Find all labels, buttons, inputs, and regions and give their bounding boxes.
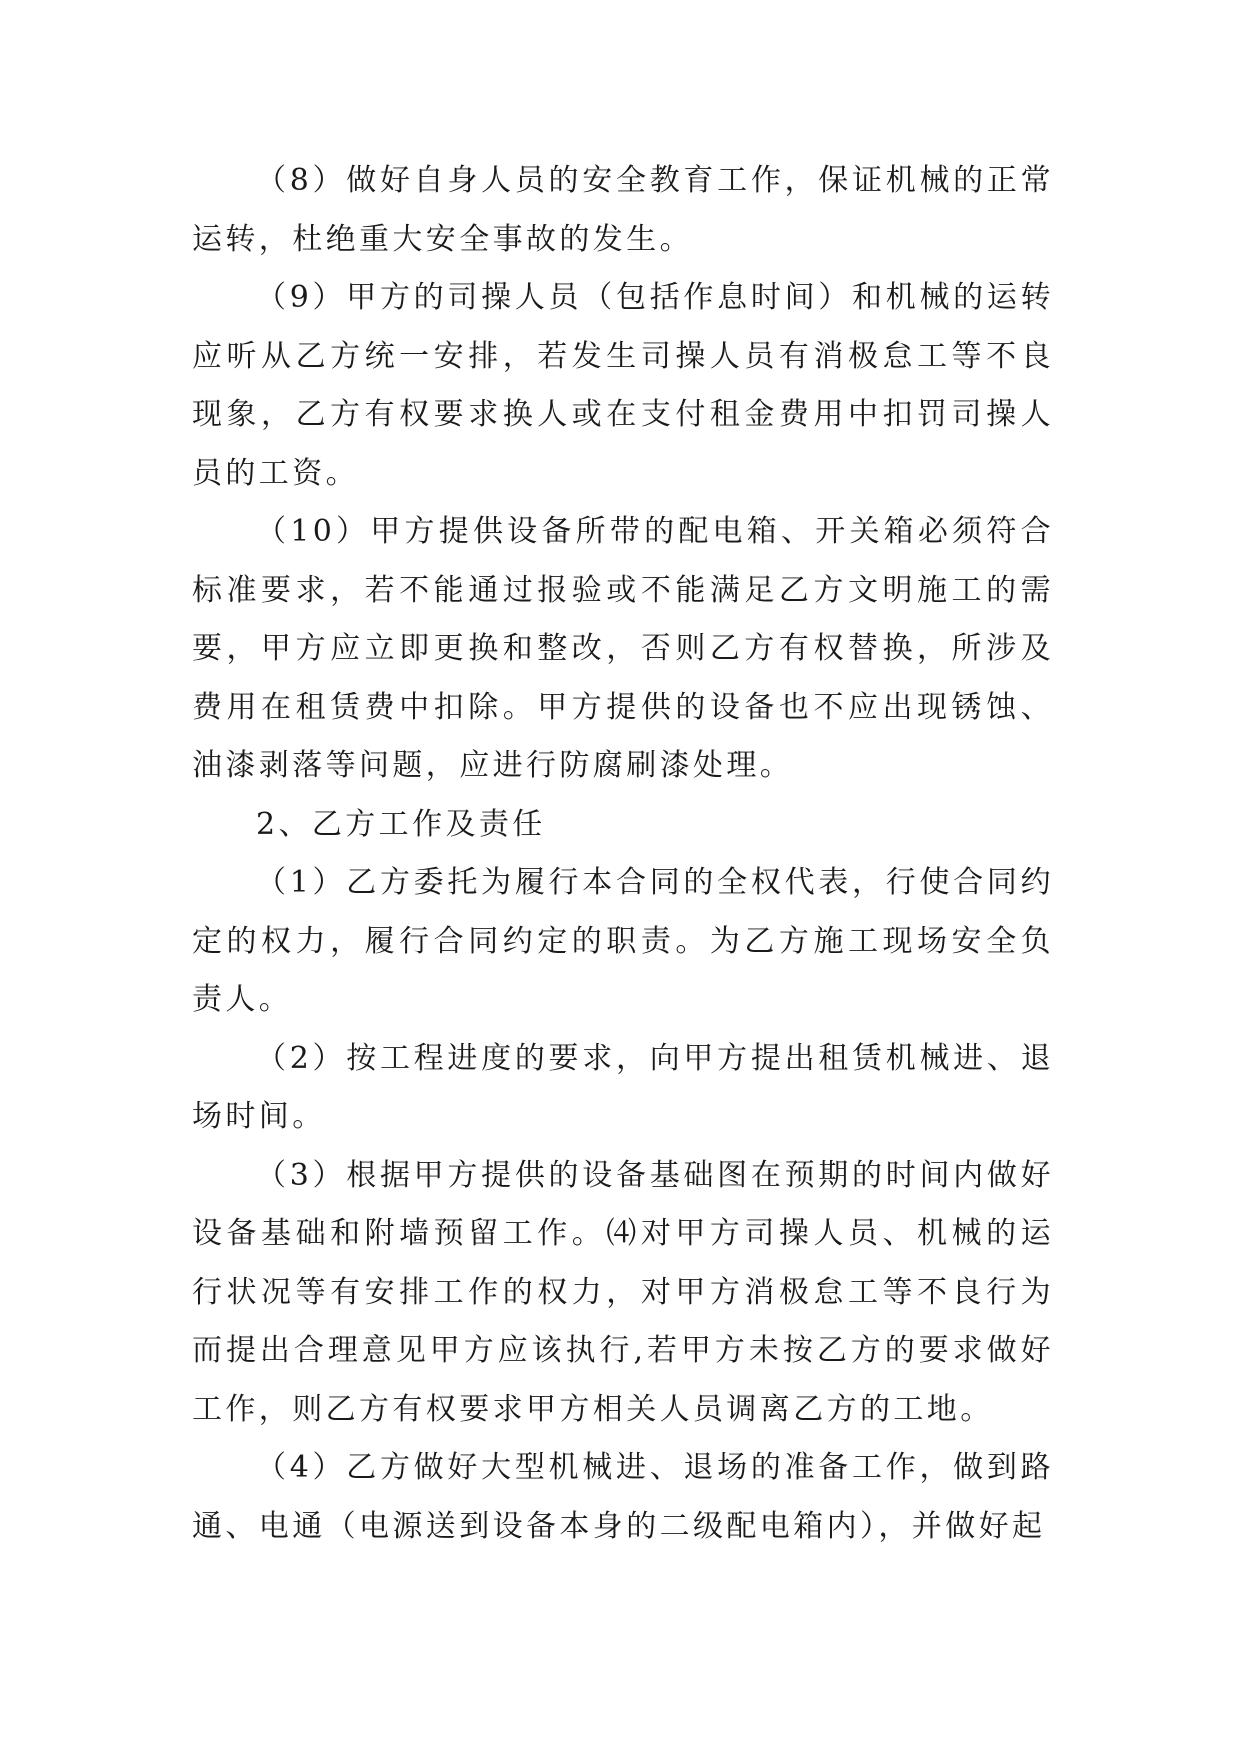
paragraph-b-item-4: （4）乙方做好大型机械进、退场的准备工作，做到路通、电通（电源送到设备本身的二级配电箱内），并做好起 <box>192 1450 1054 1544</box>
paragraph-item-9: （9）甲方的司操人员（包括作息时间）和机械的运转应听从乙方统一安排，若发生司操人员有消极怠工等不良现象，乙方有权要求换人或在支付租金费用中扣罚司操人员的工资。 <box>192 280 1054 491</box>
section-heading-party-b: 2、乙方工作及责任 <box>256 806 546 842</box>
paragraph-item-8: （8）做好自身人员的安全教育工作，保证机械的正常运转，杜绝重大安全事故的发生。 <box>192 163 1054 257</box>
paragraph-item-10: （10）甲方提供设备所带的配电箱、开关箱必须符合标准要求，若不能通过报验或不能满足乙方文明施工的需要，甲方应立即更换和整改，否则乙方有权替换，所涉及费用在租赁费中扣除。甲方提供的设备也不应出现锈蚀、油漆剥落等问题，应进行防腐刷漆处理。 <box>192 514 1054 783</box>
paragraph-b-item-2: （2）按工程进度的要求，向甲方提出租赁机械进、退场时间。 <box>192 1040 1054 1134</box>
paragraph-b-item-1: （1）乙方委托为履行本合同的全权代表，行使合同约定的权力，履行合同约定的职责。为乙方施工现场安全负责人。 <box>192 865 1054 1017</box>
paragraph-b-item-3: （3）根据甲方提供的设备基础图在预期的时间内做好设备基础和附墙预留工作。⑷对甲方司操人员、机械的运行状况等有安排工作的权力，对甲方消极怠工等不良行为而提出合理意见甲方应该执行,若甲方未按乙方的要求做好工作，则乙方有权要求甲方相关人员调离乙方的工地。 <box>192 1157 1054 1427</box>
document-body <box>192 152 1054 1556</box>
